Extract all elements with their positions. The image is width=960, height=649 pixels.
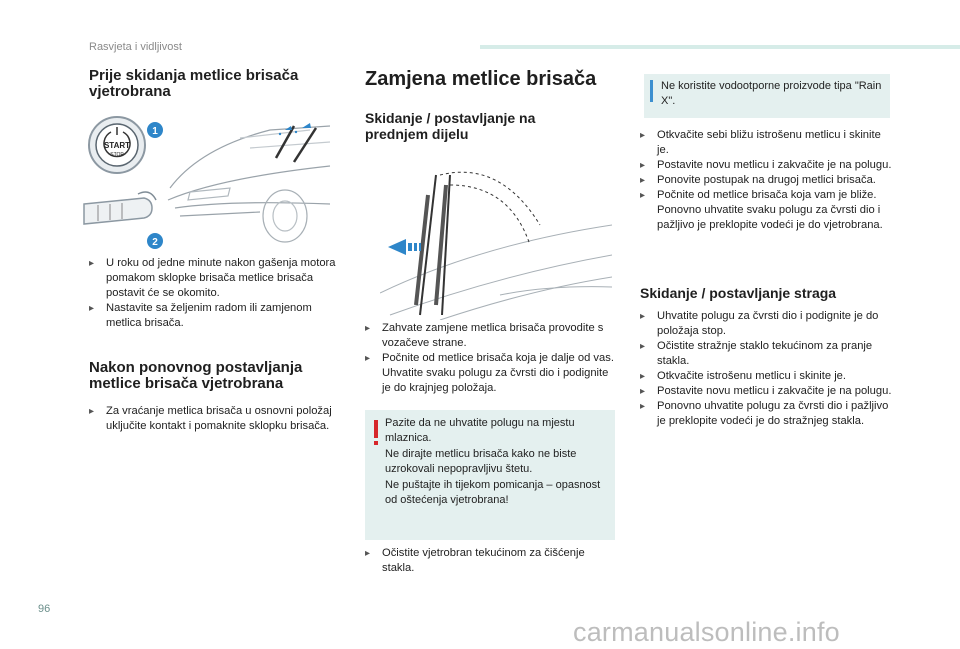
list-item: ▸ Nastavite sa željenim radom ili zamjenom metlica brisača. xyxy=(89,301,339,331)
list-item: ▸ Postavite novu metlicu i zakvačite je na polugu. xyxy=(640,384,895,399)
list-item: ▸ Počnite od metlice brisača koja je dalje od vas. Uhvatite svaku polugu za čvrsti dio i podignite je do krajnjeg položaja. xyxy=(365,351,615,396)
list-item: ▸ Uhvatite polugu za čvrsti dio i podignite je do položaja stop. xyxy=(640,309,895,339)
list-item: ▸ Zahvate zamjene metlica brisača provodite s vozačeve strane. xyxy=(365,321,615,351)
info-box xyxy=(644,74,890,118)
step-1-badge xyxy=(147,122,163,138)
rear-replacement-steps xyxy=(640,309,895,429)
direction-arrow-icon xyxy=(388,239,421,255)
exclamation-dot xyxy=(374,441,378,445)
subheading-front: Skidanje / postavljanje na prednjem dijelu xyxy=(365,110,536,142)
exclamation-icon xyxy=(374,420,378,438)
front-cleaning-steps xyxy=(365,546,615,576)
section-title: Rasvjeta i vidljivost xyxy=(89,41,182,53)
car-wiper-illustration xyxy=(80,108,338,254)
heading-after-reinstall: Nakon ponovnog postavljanja metlice brisača vjetrobrana xyxy=(89,359,303,392)
info-icon xyxy=(650,80,653,102)
front-removal-steps xyxy=(365,321,615,396)
heading-before-removal: Prije skidanja metlice brisača vjetrobrana xyxy=(89,67,299,100)
list-item: ▸ Otkvačite sebi bližu istrošenu metlicu i skinite je. xyxy=(640,128,895,158)
svg-text:1: 1 xyxy=(152,126,158,137)
info-text: Ne koristite vodootporne proizvode tipa "Rain X". xyxy=(661,80,882,107)
before-removal-steps xyxy=(89,256,339,331)
page-number: 96 xyxy=(38,603,51,615)
svg-text:STOP: STOP xyxy=(110,152,124,158)
front-wiper-illustration xyxy=(380,165,612,320)
warning-text: Pazite da ne uhvatite polugu na mjestu mlaznica. Ne dirajte metlicu brisača kako ne biste uzrokovali nepopravljivu štetu. Ne puštajte ih tijekom pomicanja – opasnost od oštećenja vjetrobrana! xyxy=(385,417,601,507)
after-reinstall-steps xyxy=(89,404,339,434)
list-item: ▸ Otkvačite istrošenu metlicu i skinite je. xyxy=(640,369,895,384)
wiper-stalk-icon xyxy=(84,192,156,224)
svg-text:2: 2 xyxy=(152,237,158,248)
page-title: Zamjena metlice brisača xyxy=(365,68,597,90)
watermark[interactable]: carmanualsonline.info xyxy=(573,617,840,647)
header-rule xyxy=(480,45,960,49)
list-item: ▸ Ponovno uhvatite polugu za čvrsti dio i pažljivo je preklopite vodeći je do stražnjeg stakla. xyxy=(640,399,895,429)
list-item: ▸ Očistite vjetrobran tekućinom za čišćenje stakla. xyxy=(365,546,615,576)
start-stop-button-icon xyxy=(89,117,145,173)
list-item: ▸ Počnite od metlice brisača koja vam je bliže. Ponovno uhvatite svaku polugu za čvrsti dio i pažljivo je preklopite vodeći je do vjetrobrana. xyxy=(640,188,895,233)
list-item: ▸ U roku od jedne minute nakon gašenja motora pomakom sklopke brisača metlice brisača postavit će se okomito. xyxy=(89,256,339,301)
front-replacement-steps xyxy=(640,128,895,233)
list-item: ▸ Za vraćanje metlica brisača u osnovni položaj uključite kontakt i pomaknite sklopku brisača. xyxy=(89,404,339,434)
list-item: ▸ Ponovite postupak na drugoj metlici brisača. xyxy=(640,173,895,188)
svg-text:START: START xyxy=(103,141,131,150)
step-2-badge xyxy=(147,233,163,249)
list-item: ▸ Postavite novu metlicu i zakvačite je na polugu. xyxy=(640,158,895,173)
subheading-rear: Skidanje / postavljanje straga xyxy=(640,285,837,301)
warning-box xyxy=(365,410,615,540)
list-item: ▸ Očistite stražnje staklo tekućinom za pranje stakla. xyxy=(640,339,895,369)
